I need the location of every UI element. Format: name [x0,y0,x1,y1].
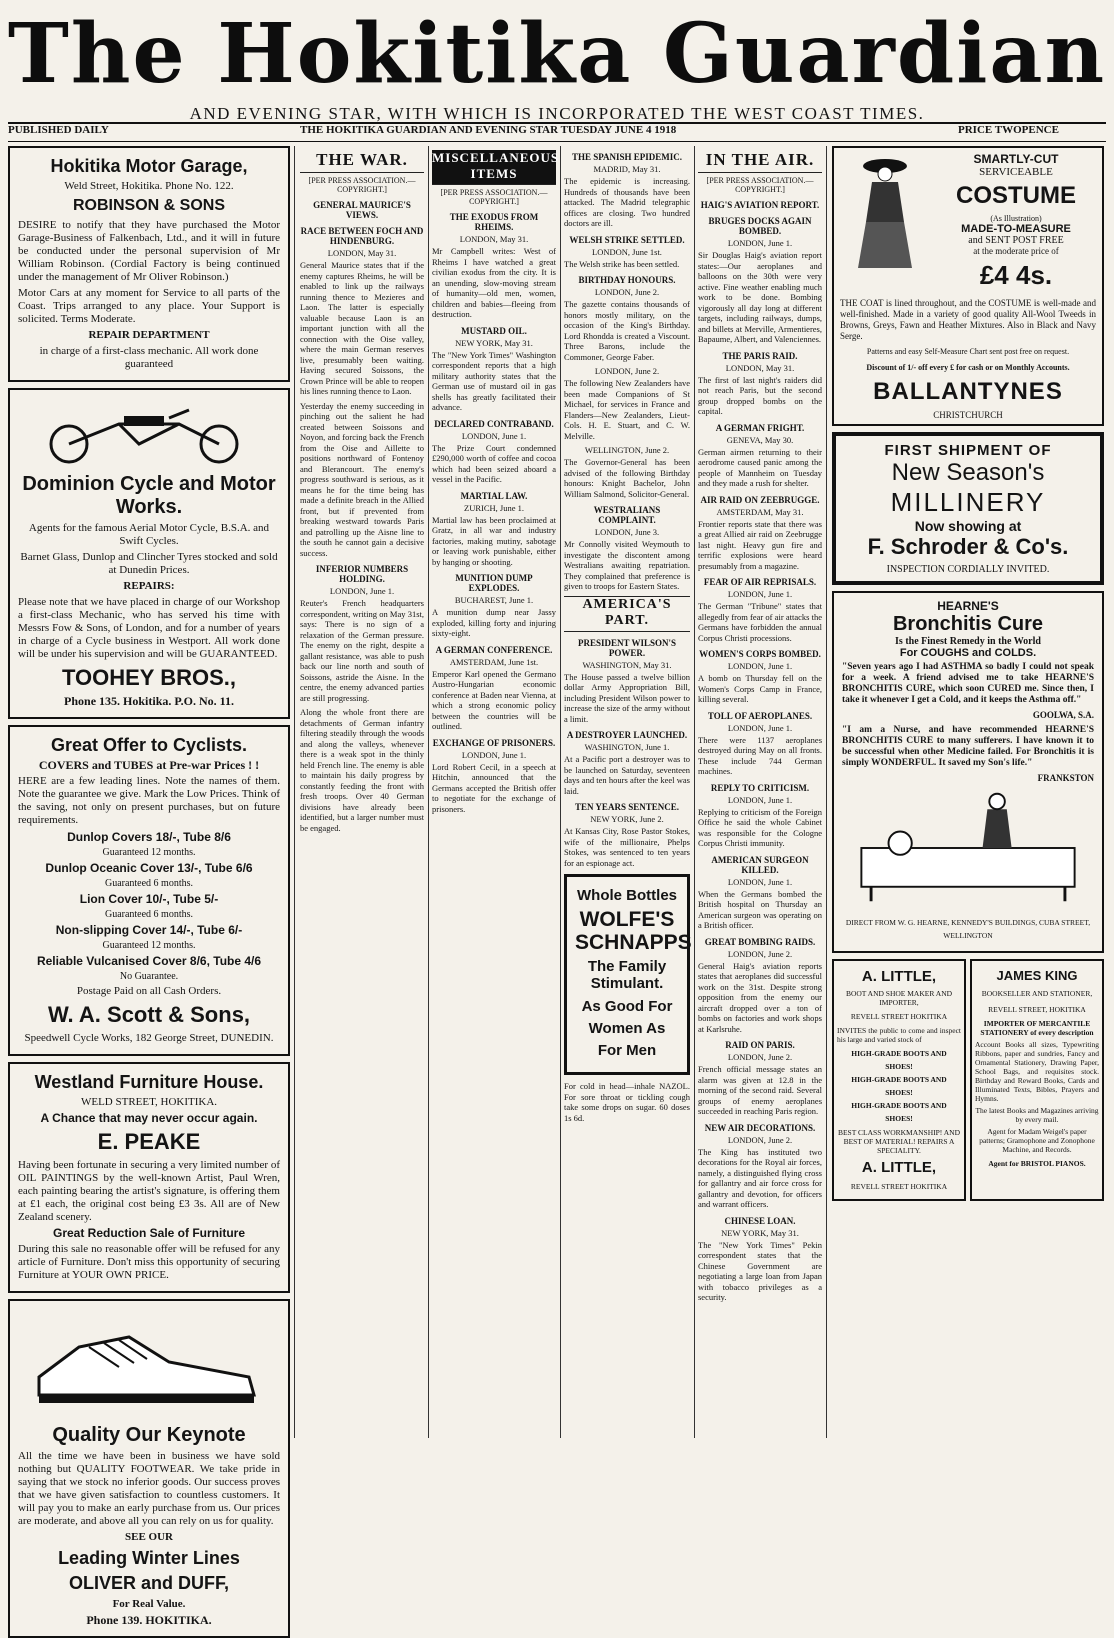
cyclists-address: Speedwell Cycle Works, 182 George Street, DUNEDIN. [24,1032,274,1044]
article-headline: MARTIAL LAW. [460,490,528,501]
article-headline: CHINESE LOAN. [724,1215,796,1226]
king-agent: Agent for Madam Weigel's paper patterns; Gramophone and Zonophone Machine, and Records. [979,1127,1095,1154]
tyre-guarantee: No Guarantee. [119,971,179,982]
article-body: Sir Douglas Haig's aviation report states:—Our aeroplanes and balloons on the 30th were very active. Fine weather enabling much work to be done. Bombing vigorously all day long at different targets, including railways, dumps, and billets at Merville, Armentieres, Bapaume, Albert, and Valenciennes. [698,250,822,344]
cycle-tyres: Barnet Glass, Dunlop and Clincher Tyres stocked and sold at Dunedin Prices. [20,551,278,576]
article-dateline: WASHINGTON, June 1. [584,742,670,752]
king-trade: BOOKSELLER AND STATIONER, [981,989,1093,998]
dateline-rule [8,141,1106,142]
little-firm: A. LITTLE, [861,968,937,985]
cycle-po: P.O. No. 11. [174,694,234,708]
tyre-line: Reliable Vulcanised Cover 8/6, Tube 4/6 [36,954,262,968]
article-body: The House passed a twelve billion dollar Army Appropriation Bill, including President Wilson power to increase the size of the army without a limit. [564,671,690,724]
cycle-repairs: Please note that we have placed in charge of our Workshop a first-class Mechanic, who has served his time with Messrs Fow & Sons, of London, and for a number of years in charge of a Cycle business in Westport. All work done will be under his supervision and will be GUARANTEED. [18,596,280,660]
cycle-agents: Agents for the famous Aerial Motor Cycle, B.S.A. and Swift Cycles. [28,522,270,547]
costume-made: MADE-TO-MEASURE [961,223,1071,235]
bronchitis-quote2: "I am a Nurse, and have recommended HEARNE'S BRONCHITIS CURE to many sufferers. I have known it to be successful when other Medicine failed. For Bronchitis it is simply WONDERFUL. It saved my Son's life." [842,725,1094,768]
schnapps-ad [564,874,690,1075]
little-line: HIGH-GRADE BOOTS AND SHOES! [851,1075,947,1097]
shoes-leading: Leading Winter Lines [58,1548,240,1568]
article-body: Mr Campbell writes: West of Rheims I have watched a great civilian exodus from the city. It is an unending, slow-moving stream of humanity—old men, women, children and babies—fleeing from destruction. [432,246,556,319]
article-body: The Welsh strike has been settled. [564,258,680,269]
war-column [300,146,424,1438]
cyclists-postage: Postage Paid on all Cash Orders. [76,985,222,997]
little-best: BEST CLASS WORKMANSHIP! AND BEST OF MATERIAL! REPAIRS A SPECIALITY. [837,1128,961,1155]
article-headline: AMERICAN SURGEON KILLED. [711,854,809,875]
king-firm: JAMES KING [996,968,1078,983]
little-line: HIGH-GRADE BOOTS AND SHOES! [851,1101,947,1123]
article-body: The epidemic is increasing. Hundreds of thousands have been attacked. The Madrid telegraphic offices are closing. Two hundred doctors are ill. [564,176,690,228]
column-divider [694,146,695,1438]
bronchitis-title: Bronchitis Cure [892,613,1044,635]
article-headline: BRUGES DOCKS AGAIN BOMBED. [708,216,812,236]
shoes-town: HOKITIKA. [145,1613,212,1627]
bottom-right-ads [832,959,1104,1207]
costume-serviceable: SERVICEABLE [979,166,1053,178]
newspaper-subtitle: AND EVENING STAR, WITH WHICH IS INCORPORATED THE WEST COAST TIMES. [189,104,925,123]
costume-discount: Discount of 1/- off every £ for cash or on Monthly Accounts. [866,363,1070,372]
article-body: The King has instituted two decorations for the Royal air forces, namely, a distinguished flying cross for gallantry and air force cross for gallantry and devotion, for officers and warrant officers. [698,1146,822,1209]
tyre-line: Lion Cover 10/-, Tube 5/- [79,892,219,906]
costume-patterns: Patterns and easy Self-Measure Chart sent post free on request. [866,347,1070,356]
cycle-firm: TOOHEY BROS., [61,665,236,690]
article-headline: RAID ON PARIS. [725,1040,795,1050]
shoes-title: Quality Our Keynote [52,1424,246,1446]
article-body: A munition dump near Jassy exploded, killing forty and injuring sixty-eight. [432,607,556,638]
garage-repair-sub: in charge of a first-class mechanic. All work done guaranteed [39,345,259,370]
article-headline: BIRTHDAY HONOURS. [578,275,676,285]
tyre-guarantee: Guaranteed 6 months. [104,909,194,920]
article-dateline: LONDON, May 31. [725,362,795,373]
article-dateline: WELLINGTON, June 2. [584,445,670,455]
air-agency: [PER PRESS ASSOCIATION.—COPYRIGHT.] [706,176,814,194]
nazol-ad: For cold in head—inhale NAZOL. For sore throat or tickling cough take some drops on sugar. 60 doses 1s 6d. [564,1081,690,1123]
column-divider [560,146,561,1438]
price: PRICE TWOPENCE [958,124,1059,136]
article-dateline: LONDON, June 1. [461,749,527,760]
article-body: Martial law has been proclaimed at Gratz, in all war and industry factories, making mutiny, sabotage or leaving work punishable, either by hanging or shooting. [432,514,556,567]
tyre-guarantee: Guaranteed 6 months. [104,878,194,889]
article-headline: WESTRALIANS COMPLAINT. [593,505,661,525]
article-headline: NEW AIR DECORATIONS. [704,1122,816,1133]
shoes-tag: For Real Value. [112,1598,186,1610]
article-dateline: LONDON, May 31. [327,248,397,258]
article-body: Lord Robert Cecil, in a speech at Hitchin, announced that the Germans accepted the British offer to negotiate for the exchange of prisoners. [432,761,556,814]
cyclists-title: Great Offer to Cyclists. [50,735,248,755]
millinery-now: Now showing at [914,518,1022,534]
costume-illustration [840,152,930,272]
schnapps-family: The Family Stimulant. [587,958,667,992]
article-headline: REPLY TO CRITICISM. [710,782,810,793]
furniture-address: WELD STREET, HOKITIKA. [80,1096,218,1108]
article-body: At Kansas City, Rose Pastor Stokes, wife of the millionaire, Phelps Stokes, was sentenced to ten years for an espionage act. [564,826,690,868]
bronchitis-for: For COUGHS and COLDS. [899,647,1037,659]
shoes-firm: OLIVER and DUFF, [68,1573,229,1593]
garage-firm: ROBINSON & SONS [72,197,225,214]
article-dateline: LONDON, June 2. [727,1134,793,1145]
article-dateline: LONDON, June 1. [329,586,395,596]
article-dateline: LONDON, June 1. [727,661,793,671]
cyclists-firm: W. A. Scott & Sons, [47,1002,251,1027]
tyre-line: Non-slipping Cover 14/-, Tube 6/- [55,923,243,937]
published-daily: PUBLISHED DAILY [8,124,109,136]
article-headline: EXCHANGE OF PRISONERS. [432,737,556,748]
article-headline: WOMEN'S CORPS BOMBED. [699,649,821,659]
article-body: When the Germans bombed the British hospital on Thursday an American surgeon was operating on a British officer. [698,888,822,930]
article-headline: INFERIOR NUMBERS HOLDING. [315,564,409,584]
tyre-line: Dunlop Covers 18/-, Tube 8/6 [67,830,231,844]
column-divider [294,146,295,1438]
bronchitis-place1: GOOLWA, S.A. [1032,710,1094,720]
article-headline: PRESIDENT WILSON'S POWER. [578,637,676,658]
article-body: The following New Zealanders have been made Companions of St Michael, for services in France and Flanders—New Zealanders, Lieut-Cols. H. E. Stuart, and C. W. Melville. [564,378,690,441]
shoes-phone: Phone 139. [86,1613,143,1627]
article-body: General Haig's aviation reports states that aeroplanes did successful work on the 31st. Despite strong opposition from the enemy our aircraft dropped over a ton of bombs on factories and work shops at Karlsruhe. [698,960,822,1034]
garage-title: Hokitika Motor Garage, [50,156,248,176]
little-firm2: A. LITTLE, [861,1159,937,1176]
schnapps-brand: WOLFE'S SCHNAPPS [575,908,692,954]
article-subhead: RACE BETWEEN FOCH AND HINDENBURG. [300,226,424,246]
little-ad [832,959,966,1201]
tyre-guarantee: Guaranteed 12 months. [102,940,196,951]
cycle-phone: Phone 135. [64,694,121,708]
furniture-ad [8,1062,290,1293]
newspaper-title: The Hokitika Guardian [7,6,1107,102]
costume-price: £4 4s. [979,260,1053,290]
article-dateline: LONDON, June 1. [727,794,793,805]
article-dateline: LONDON, June 3. [594,527,660,537]
article-dateline: LONDON, June 1. [727,238,793,248]
article-body: Reuter's French headquarters correspondent, writing on May 31st, says: There is no sign of a relaxation of the German pressure. The enemy on the right, despite a gallant resistance, was able to push back our line north and south of Soissons, astride the Aisne. In the centre, the enemy advanced parties are still progressing. [300,598,424,703]
costume-moderate: at the moderate price of [973,246,1059,256]
article-body: The "New York Times" Pekin correspondent states that the Chinese Government are negotiating a large loan from Japan with tobacco privileges as a security. [698,1239,822,1302]
schroder-name: F. Schroder & Co's. [867,534,1069,559]
article-headline: AIR RAID ON ZEEBRUGGE. [700,494,820,505]
article-dateline: LONDON, June 2. [594,287,660,297]
hearnes-name: HEARNE'S [937,599,999,613]
article-headline: THE SPANISH EPIDEMIC. [571,152,683,162]
shoe-illustration [18,1307,280,1417]
article-body: German airmen returning to their aerodrome caused panic among the people of Mannheim on Tuesday and they made a rush for shelter. [698,446,822,488]
article-headline: FEAR OF AIR REPRISALS. [703,577,817,587]
article-body: The gazette contains thousands of honors mostly military, on the occasion of the King's Birthday. Lord Rhondda is created a Viscount. Three Barons, include the Commoner, George Faber. [564,299,690,362]
article-headline: MUNITION DUMP EXPLODES. [455,573,533,593]
millinery-invite: INSPECTION CORDIALLY INVITED. [886,564,1050,575]
dateline: THE HOKITIKA GUARDIAN AND EVENING STAR TUESDAY JUNE 4 1918 [300,124,677,136]
misc-column [432,146,560,1438]
column-divider [826,146,827,1438]
article-headline: A GERMAN CONFERENCE. [435,644,553,655]
air-column [698,146,822,1438]
bronchitis-finest: Is the Finest Remedy in the World [895,636,1041,647]
cyclists-body: HERE are a few leading lines. Note the names of them. Note the guarantee we give. Mark the Low Prices. Think of the saving, not only on present purchases, but on future requirements. [18,775,280,826]
article-dateline: BUCHAREST, June 1. [454,595,534,605]
costume-smartly: SMARTLY-CUT [973,152,1059,166]
king-address: REVELL STREET, HOKITIKA [988,1005,1086,1014]
article-dateline: WASHINGTON, May 31. [582,659,672,670]
garage-body: DESIRE to notify that they have purchased the Motor Garage-Business of Falkenbach, Ltd., and it will in future be conducted under the personal supervision of Mr William Robinson. (Cordial Factory is being continued under the management of Mr Oliver Robinson.) [18,219,280,283]
article-dateline: AMSTERDAM, June 1st. [449,656,539,667]
article-headline: A GERMAN FRIGHT. [715,422,805,433]
little-street2: REVELL STREET [850,1182,909,1191]
bronchitis-ad [832,591,1104,953]
millinery-word: MILLINERY [890,487,1046,517]
furniture-firm: E. PEAKE [97,1129,201,1154]
bronchitis-quote1: "Seven years ago I had ASTHMA so badly I could not speak for a week. A friend advised me to take HEARNE'S BRONCHITIS CURE, which soon CURED me. Since then, I take it whenever I get a Cold, and it keeps the Asthma off." [842,662,1094,705]
americas-part-heading: AMERICA'S PART. [564,596,690,632]
article-headline: THE PARIS RAID. [722,350,798,361]
article-headline: THE EXODUS FROM RHEIMS. [449,212,539,232]
cycle-repairs-head: REPAIRS: [123,580,175,592]
article-dateline: LONDON, May 31. [459,234,529,244]
costume-sent: and SENT POST FREE [968,235,1064,246]
right-ads-column [832,146,1104,1438]
millinery-first: FIRST SHIPMENT OF [884,442,1052,459]
article-headline: TEN YEARS SENTENCE. [575,802,679,812]
shoes-ad [8,1299,290,1638]
article-headline: HAIG'S AVIATION REPORT. [700,200,820,210]
article-dateline: LONDON, June 1. [727,589,793,599]
article-body: Yesterday the enemy succeeding in pinching out the salient he had created between Soissons and Noyon, and forcing back the French from the Oise and Aillette to positions northward of Fontenoy and Blerancourt. The enemy's progress southward is serious, as it means he for the time being has made a definite breach in the Allied front, but if prevented from breaking westward towards Paris and patrolling up the Aisne line to the south he cannot gain a decisive success. [300,400,424,558]
left-ads-column [8,146,290,1627]
ballantynes-city: CHRISTCHURCH [933,410,1003,420]
bronchitis-place2: FRANKSTON [1037,773,1094,783]
war-heading: THE WAR. [300,150,424,173]
article-body: There were 1137 aeroplanes destroyed during May on all fronts. These include 744 German machines. [698,734,822,776]
article-dateline: NEW YORK, May 31. [455,337,533,348]
costume-ad [832,146,1104,426]
garage-address: Weld Street, Hokitika. Phone No. 122. [64,180,234,192]
article-headline: DECLARED CONTRABAND. [434,418,554,429]
column-divider [428,146,429,1438]
little-line: HIGH-GRADE BOOTS AND SHOES! [851,1049,947,1071]
article-dateline: LONDON, June 2. [727,948,793,959]
article-body: The Prize Court condemned £290,000 worth of coffee and cocoa which had been seized aboard a vessel in the Pacific. [432,442,556,484]
article-dateline: LONDON, June 1. [727,876,793,887]
king-body: Account Books all sizes, Typewriting Ribbons, paper and sundries, Fancy and Ornamental Stationery, Drawing Paper, School Bags, and requisites stock. Birthday and Reward Books, Cards and Illuminated Texts, Bibles, Prayers and Hymns. [975,1040,1099,1103]
furniture-chance: A Chance that may never occur again. [40,1111,258,1125]
furniture-sale: Great Reduction Sale of Furniture [52,1226,246,1240]
motorcycle-illustration [18,396,280,466]
cycle-town: Hokitika. [123,694,172,708]
article-dateline: ZURICH, June 1. [464,502,524,513]
millinery-season: New Season's [891,459,1045,486]
news-column [564,146,690,1438]
costume-body: THE COAT is lined throughout, and the COSTUME is well-made and well-finished. Made in a variety of good quality All-Wool Tweeds in Browns, Greys, Fawn and Heather Mixtures. Also in Black and Navy Serge. [840,298,1096,341]
article-body: Frontier reports state that there was a great Allied air raid on Zeebrugge last night. Heavy gun fire and terrific explosions were heard presumably from a magazine. [698,518,822,571]
cycle-title: Dominion Cycle and Motor Works. [22,473,276,518]
air-heading: IN THE AIR. [698,150,822,173]
little-invites: INVITES the public to come and inspect his large and varied stock of [837,1026,961,1044]
little-town2: HOKITIKA [910,1182,948,1191]
article-headline: A DESTROYER LAUNCHED. [566,730,688,740]
schnapps-whole: Whole Bottles [577,887,677,904]
schnapps-as-good: As Good For Women As For Men [581,998,673,1059]
shoes-body: All the time we have been in business we have sold nothing but QUALITY FOOTWEAR. We take pride in saying that we stock no inferior goods. Our success proves that we have given satisfaction to countless customers. It will pay you to make an early purchase from us. Our prices are moderate, and above all you can rely on us for quality. [18,1450,280,1527]
king-pianos: Agent for BRISTOL PIANOS. [988,1159,1086,1168]
article-body: A bomb on Thursday fell on the Women's Corps Camp in France, killing several. [698,673,822,704]
little-town: HOKITIKA [910,1012,948,1021]
shoes-see: SEE OUR [125,1531,173,1543]
article-dateline: LONDON, June 1st. [592,246,662,257]
cyclists-sub: COVERS and TUBES at Pre-war Prices ! ! [38,758,260,772]
misc-agency: [PER PRESS ASSOCIATION.—COPYRIGHT.] [440,188,548,206]
article-dateline: LONDON, June 1. [727,722,793,733]
king-ad [970,959,1104,1201]
article-body: At a Pacific port a destroyer was to be launched on Saturday, seventeen days and ten hours after the keel was laid. [564,754,690,796]
little-street: REVELL STREET [850,1012,909,1021]
king-mags: The latest Books and Magazines arriving by every mail. [975,1106,1099,1124]
garage-ad [8,146,290,382]
article-body: Mr Connolly visited Weymouth to investigate the discontent among Westralians awaiting repatriation. They complained that preference is given to troops for Eastern States. [564,539,690,591]
king-importer: IMPORTER OF MERCANTILE STATIONERY of every description [980,1019,1094,1037]
article-dateline: NEW YORK, June 2. [590,814,664,824]
article-headline: WELSH STRIKE SETTLED. [569,234,685,245]
article-headline: MUSTARD OIL. [461,325,527,336]
bedside-illustration [842,788,1094,908]
ballantynes-name: BALLANTYNES [873,378,1063,405]
bronchitis-direct: DIRECT FROM W. G. HEARNE, KENNEDY'S BUILDINGS, CUBA STREET, WELLINGTON [845,918,1091,940]
article-body: The "New York Times" Washington correspondent reports that a high military authority states that the German use of mustard oil in gas shells has greatly facilitated their advance. [432,349,556,412]
cyclists-ad [8,725,290,1056]
article-dateline: LONDON, June 1. [461,430,527,441]
article-headline: GREAT BOMBING RAIDS. [704,936,816,947]
article-dateline: LONDON, June 2. [594,366,660,376]
war-agency: [PER PRESS ASSOCIATION.—COPYRIGHT.] [308,176,416,194]
furniture-body: Having been fortunate in securing a very limited number of OIL PAINTINGS by the well-known Artist, Paul Wren, each painting bearing the artist's signature, is offering them at £1 each, the original cost being £3 3s. All are of New Zealand scenery. [18,1159,280,1223]
article-body: The German "Tribune" states that allegedly from fear of air attacks the Germans have forbidden the annual Corpus Christi processions. [698,601,822,643]
tyre-line: Dunlop Oceanic Cover 13/-, Tube 6/6 [45,861,253,875]
article-body: The Governor-General has been advised of the following Birthday honours: Knight Bachelor, John William Salmond, Solicitor-General. [564,457,690,499]
article-body: Emperor Karl opened the Germano Austro-Hungarian economic conference at Baden near Vienna, at which a strong economic policy between the countries will be outlined. [432,668,556,731]
article-dateline: MADRID, May 31. [593,164,661,174]
furniture-title: Westland Furniture House. [34,1072,264,1092]
costume-illus: (As Illustration) [990,214,1042,223]
article-headline: TOLL OF AEROPLANES. [707,710,813,721]
article-body: General Maurice states that if the enemy captures Rheims, he will be enabled to link up the railways running thence to Mezieres and Laon. The latter is especially valuable because Laon is an important junction with all the connection with the Oise valley, where the main German reserves live, presumably been waiting. Having secured Soissons, the Crown Prince will be able to reopen his lines running thence to Laon. [300,260,424,396]
furniture-sale-body: During this sale no reasonable offer will be refused for any article of Furniture. Don't miss this opportunity of securing Furniture at YOUR OWN PRICE. [18,1243,280,1281]
tyre-guarantee: Guaranteed 12 months. [102,847,196,858]
article-dateline: AMSTERDAM, May 31. [716,506,804,517]
article-body: Along the whole front there are detachments of German infantry filtering steadily through the woods and along the valleys, whenever there is a weak spot in the thinly held French line. The enemy is able to maintain his daily progress by constantly feeding the front with fresh troops. Over 40 German divisions have already been identified, but a larger number must be engaged. [300,707,424,833]
millinery-ad [832,432,1104,585]
garage-repair: REPAIR DEPARTMENT [88,329,210,341]
cycle-ad [8,388,290,719]
article-dateline: NEW YORK, May 31. [721,1227,799,1238]
article-body: The first of last night's raiders did not reach Paris, but the second group dropped bombs on the capital. [698,374,822,416]
article-dateline: LONDON, June 2. [727,1052,793,1062]
article-body: Replying to criticism of the Foreign Office he said the whole Cabinet was responsible for the Cologne Corpus Christi immunity. [698,806,822,848]
garage-body2: Motor Cars at any moment for Service to all parts of the Coast. Trips arranged to any place. Your Support is solicited. Terms Moderate. [18,287,280,325]
costume-word: COSTUME [956,182,1076,209]
article-body: French official message states an alarm was given at 12.8 in the morning of the second raid. Several groups of enemy aeroplanes succeeded in reaching Paris region. [698,1064,822,1116]
little-trade: BOOT AND SHOE MAKER AND IMPORTER, [845,989,953,1007]
article-dateline: GENEVA, May 30. [726,434,794,445]
misc-heading: MISCELLANEOUS ITEMS [432,150,556,185]
article-headline: GENERAL MAURICE'S VIEWS. [313,200,411,220]
